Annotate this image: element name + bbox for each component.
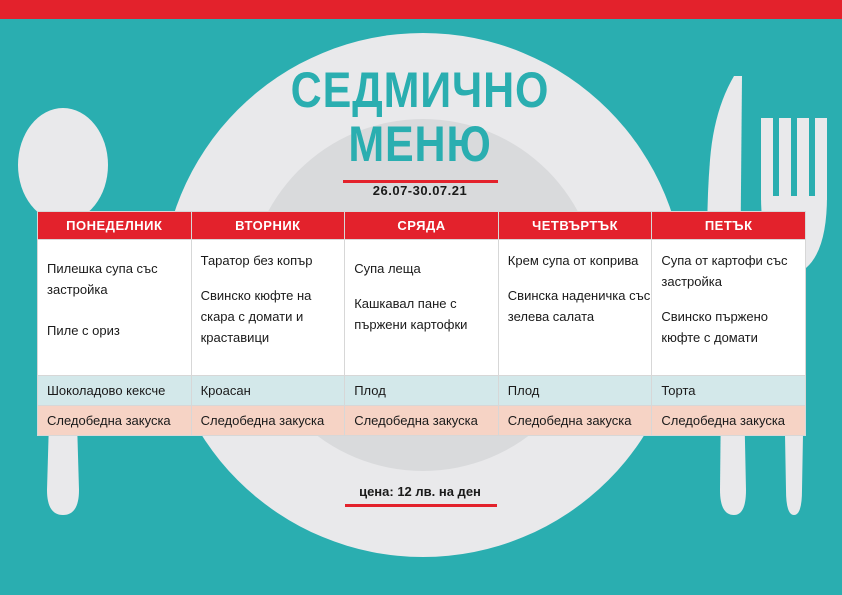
afternoon-cell: Следобедна закуска [345,406,499,436]
day-header: ПЕТЪК [652,212,806,240]
meals-cell [38,240,192,376]
meals-cell [345,240,499,376]
snack-cell: Торта [652,376,806,406]
main-meals-row [38,240,806,376]
title-line-1: СЕДМИЧНО [290,62,550,118]
dish: Крем супа от коприва [507,253,639,268]
dish: Супа леща [354,261,421,276]
dish: Свинско кюфте на скара с домати и краставици [200,288,312,345]
snack-cell: Плод [345,376,499,406]
dish: Таратор без копър [200,253,313,268]
snack-row [38,376,806,406]
afternoon-cell: Следобедна закуска [38,406,192,436]
dish: Пиле с ориз [47,323,120,338]
dish: Кашкавал пане с пържени картофки [354,296,468,332]
date-range: 26.07-30.07.21 [372,183,468,198]
dish: Супа от картофи със застройка [661,253,788,289]
day-header: ВТОРНИК [191,212,345,240]
meals-cell [652,240,806,376]
meals-cell [498,240,652,376]
dish: Свинско пържено кюфте с домати [661,309,769,345]
afternoon-cell: Следобедна закуска [498,406,652,436]
afternoon-snack-row [38,406,806,436]
title-line-2: МЕНЮ [348,116,492,172]
day-header-row [38,212,806,240]
day-header: ЧЕТВЪРТЪК [498,212,652,240]
dish: Свинска наденичка със зелева салата [507,288,651,324]
day-header: ПОНЕДЕЛНИК [38,212,192,240]
price-underline [345,504,497,507]
snack-cell: Шоколадово кексче [38,376,192,406]
afternoon-cell: Следобедна закуска [652,406,806,436]
snack-cell: Плод [498,376,652,406]
afternoon-cell: Следобедна закуска [191,406,345,436]
day-header: СРЯДА [345,212,499,240]
price-label: цена: 12 лв. на ден [359,484,481,499]
meals-cell [191,240,345,376]
weekly-menu-table [37,211,806,436]
dish: Пилешка супа със застройка [47,261,158,297]
snack-cell: Кроасан [191,376,345,406]
